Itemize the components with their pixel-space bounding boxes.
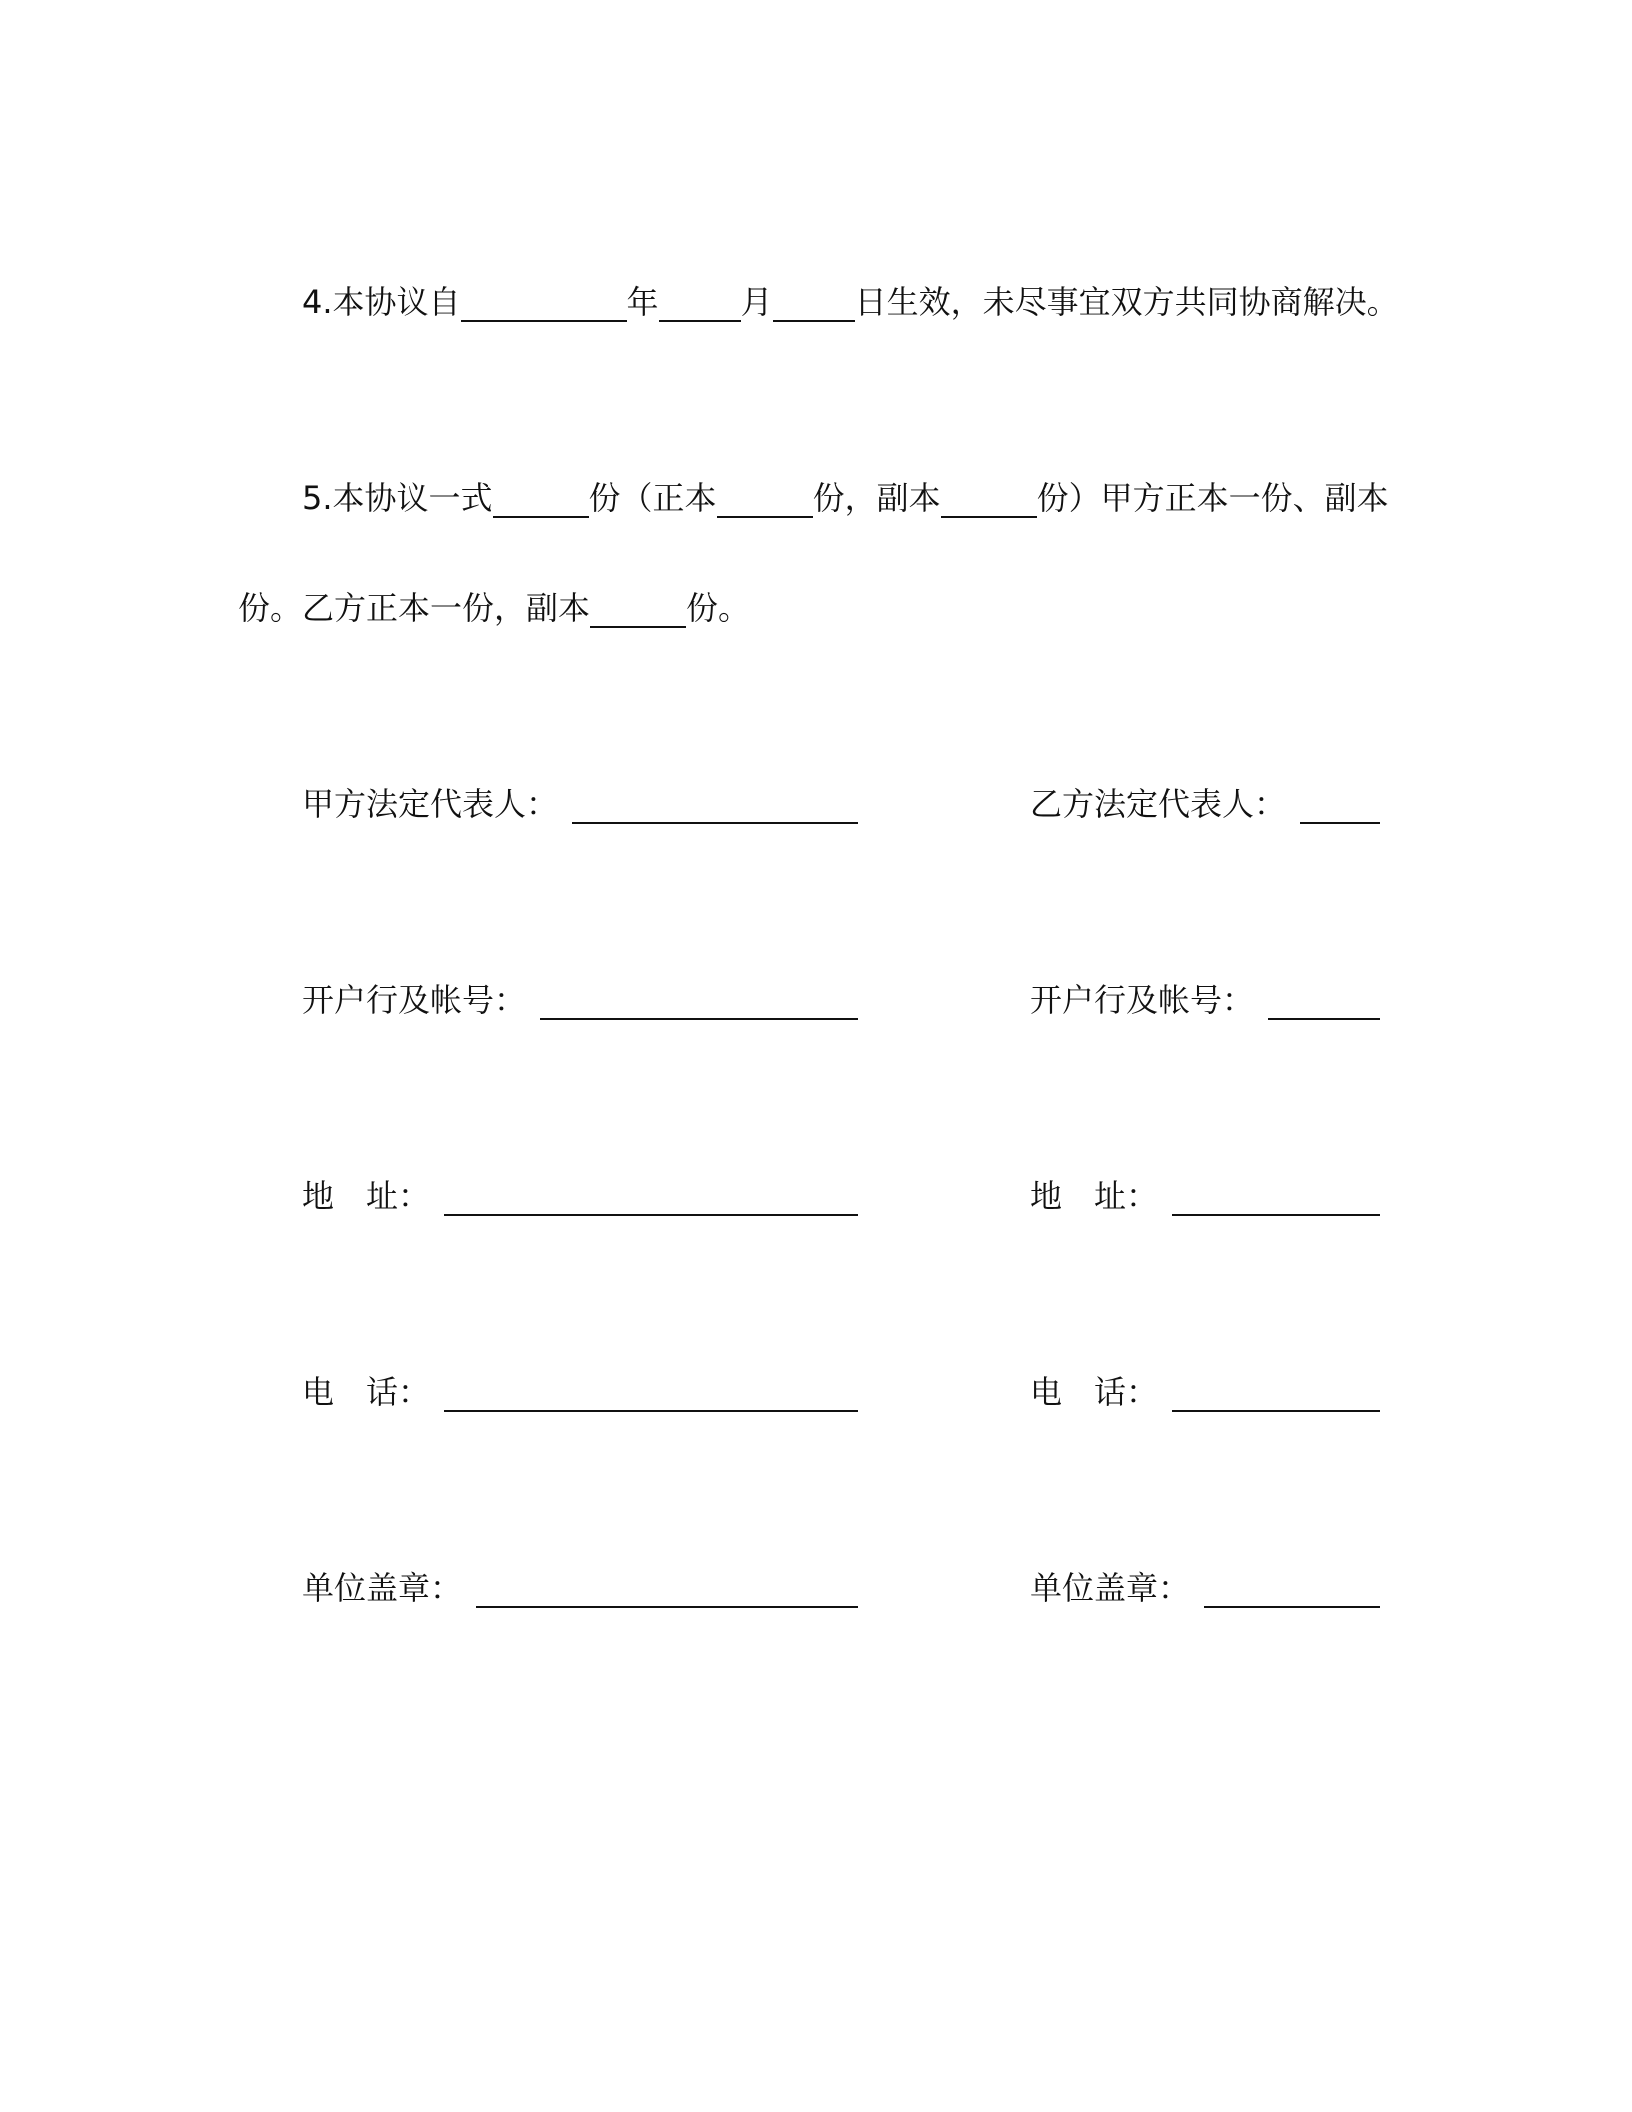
party-a-address-field[interactable] [444,1180,858,1216]
party-a-address-row [302,1176,858,1216]
clause-4-year-blank[interactable] [461,286,627,322]
clause-5-original-blank[interactable] [717,482,813,518]
clause-5-line-2 [238,588,750,628]
clause-4-prefix: 4.本协议自 [302,283,461,321]
clause-5-copy-blank[interactable] [941,482,1037,518]
clause-4-day-blank[interactable] [773,286,855,322]
party-b-seal-label: 单位盖章： [1030,1569,1191,1607]
party-b-phone-row [1030,1372,1380,1412]
party-b-legal-rep-row [1030,784,1380,824]
party-a-bank-field[interactable] [540,984,858,1020]
party-a-phone-field[interactable] [444,1376,858,1412]
clause-5-party-b-copy-blank[interactable] [590,592,686,628]
clause-4 [302,282,1399,322]
clause-4-month-label: 月 [740,283,773,321]
party-a-seal-field[interactable] [476,1572,858,1608]
clause-5-line-2-start: 份。乙方正本一份，副本 [238,589,591,627]
clause-5-part-3: 份）甲方正本一份、副本 [1036,479,1389,517]
party-b-phone-field[interactable] [1172,1376,1380,1412]
party-b-seal-field[interactable] [1204,1572,1380,1608]
clause-5-total-blank[interactable] [493,482,589,518]
party-a-phone-row [302,1372,858,1412]
party-b-legal-rep-field[interactable] [1300,788,1380,824]
party-b-bank-label: 开户行及帐号： [1030,981,1255,1019]
clause-4-year-label: 年 [626,283,659,321]
party-b-phone-label: 电 话： [1030,1373,1159,1411]
clause-5-prefix: 5.本协议一式 [302,479,493,517]
party-a-legal-rep-field[interactable] [572,788,858,824]
party-b-bank-row [1030,980,1380,1020]
party-b-seal-row [1030,1568,1380,1608]
party-b-legal-rep-label: 乙方法定代表人： [1030,785,1287,823]
party-a-bank-row [302,980,858,1020]
clause-5-part-1: 份（正本 [588,479,717,517]
clause-5-line-1 [302,478,1389,518]
party-a-phone-label: 电 话： [302,1373,431,1411]
party-b-address-field[interactable] [1172,1180,1380,1216]
party-b-address-row [1030,1176,1380,1216]
party-a-address-label: 地 址： [302,1177,431,1215]
party-a-legal-rep-label: 甲方法定代表人： [302,785,559,823]
clause-5-part-2: 份，副本 [812,479,941,517]
party-a-seal-row [302,1568,858,1608]
clause-4-month-blank[interactable] [659,286,741,322]
clause-5-line-2-end: 份。 [686,589,751,627]
party-a-legal-rep-row [302,784,858,824]
party-a-seal-label: 单位盖章： [302,1569,463,1607]
clause-4-suffix: 日生效，未尽事宜双方共同协商解决。 [854,283,1399,321]
party-a-bank-label: 开户行及帐号： [302,981,527,1019]
party-b-bank-field[interactable] [1268,984,1380,1020]
party-b-address-label: 地 址： [1030,1177,1159,1215]
